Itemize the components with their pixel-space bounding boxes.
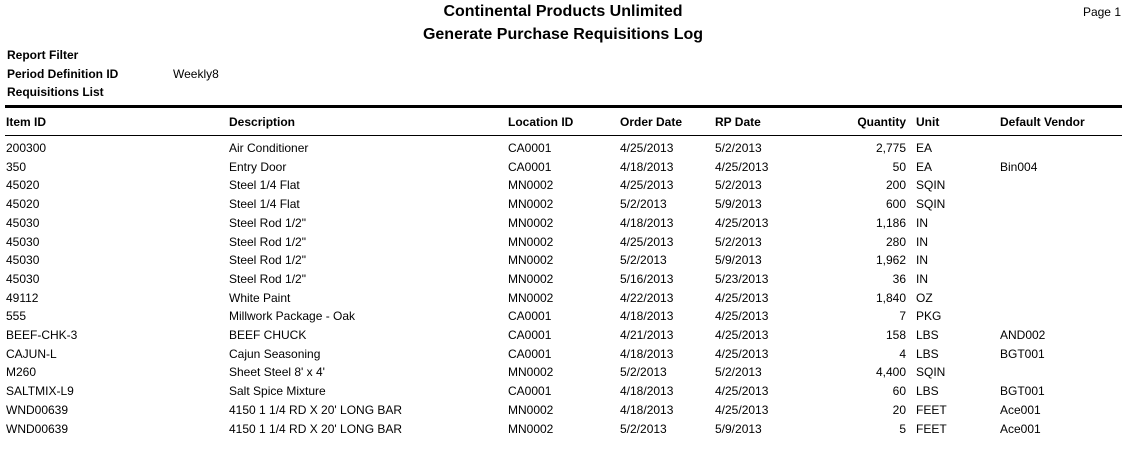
cell-item-id: 45030 [6, 215, 40, 230]
cell-default-vendor: Ace001 [1000, 402, 1041, 417]
table-row [0, 328, 1126, 346]
cell-item-id: 45030 [6, 271, 40, 286]
cell-quantity: 158 [885, 328, 906, 342]
cell-description: 4150 1 1/4 RD X 20' LONG BAR [229, 402, 403, 417]
cell-location-id: MN0002 [508, 421, 554, 436]
cell-unit: IN [916, 234, 928, 249]
cell-quantity: 2,775 [875, 141, 906, 155]
cell-order-date: 4/25/2013 [620, 141, 674, 155]
cell-unit: SQIN [916, 197, 946, 212]
cell-location-id: MN0002 [508, 402, 554, 417]
cell-order-date: 4/18/2013 [620, 159, 674, 174]
table-row [0, 422, 1126, 440]
cell-unit: FEET [916, 421, 947, 436]
cell-order-date: 4/18/2013 [620, 402, 674, 417]
cell-quantity: 60 [892, 384, 906, 399]
table-row [0, 403, 1126, 421]
cell-item-id: CAJUN-L [6, 346, 57, 361]
cell-quantity: 1,186 [875, 215, 906, 230]
cell-description: Sheet Steel 8' x 4' [229, 365, 325, 380]
cell-item-id: M260 [6, 365, 37, 380]
cell-unit: IN [916, 215, 928, 230]
cell-unit: IN [916, 271, 928, 286]
col-rp-date: RP Date [715, 115, 761, 129]
cell-unit: SQIN [916, 365, 946, 380]
table-row [0, 253, 1126, 271]
cell-unit: LBS [916, 346, 939, 361]
cell-unit: FEET [916, 402, 947, 417]
cell-rp-date: 5/9/2013 [715, 421, 762, 436]
cell-order-date: 4/25/2013 [620, 178, 674, 193]
col-quantity: Quantity [857, 115, 906, 129]
cell-item-id: BEEF-CHK-3 [6, 328, 78, 342]
cell-location-id: MN0002 [508, 290, 554, 305]
cell-rp-date: 5/2/2013 [715, 178, 762, 193]
cell-description: Cajun Seasoning [229, 346, 321, 361]
cell-location-id: MN0002 [508, 365, 554, 380]
cell-rp-date: 4/25/2013 [715, 159, 769, 174]
cell-unit: PKG [916, 309, 942, 324]
report-title: Generate Purchase Requisitions Log [422, 26, 704, 43]
table-row [0, 216, 1126, 234]
cell-location-id: CA0001 [508, 346, 552, 361]
cell-description: Steel Rod 1/2" [229, 271, 306, 286]
cell-item-id: 350 [6, 159, 27, 174]
cell-order-date: 4/21/2013 [620, 328, 674, 342]
cell-quantity: 50 [892, 159, 906, 174]
cell-rp-date: 4/25/2013 [715, 384, 769, 399]
cell-default-vendor: Ace001 [1000, 421, 1041, 436]
cell-description: 4150 1 1/4 RD X 20' LONG BAR [229, 421, 403, 436]
cell-rp-date: 4/25/2013 [715, 309, 769, 324]
cell-order-date: 5/2/2013 [620, 197, 667, 212]
cell-quantity: 1,962 [875, 253, 906, 268]
cell-default-vendor: AND002 [1000, 328, 1046, 342]
header-rule-thick [5, 105, 1122, 108]
cell-description: Entry Door [229, 159, 287, 174]
table-row [0, 141, 1126, 159]
cell-location-id: MN0002 [508, 234, 554, 249]
cell-quantity: 7 [899, 309, 906, 324]
cell-unit: SQIN [916, 178, 946, 193]
cell-order-date: 5/2/2013 [620, 253, 667, 268]
cell-location-id: MN0002 [508, 271, 554, 286]
cell-order-date: 5/16/2013 [620, 271, 674, 286]
cell-order-date: 4/22/2013 [620, 290, 674, 305]
cell-order-date: 5/2/2013 [620, 421, 667, 436]
cell-quantity: 4,400 [875, 365, 906, 380]
period-definition-label: Period Definition ID [7, 67, 119, 81]
cell-unit: EA [916, 141, 933, 155]
cell-item-id: 45020 [6, 197, 40, 212]
cell-rp-date: 4/25/2013 [715, 215, 769, 230]
cell-item-id: WND00639 [6, 421, 69, 436]
table-row [0, 178, 1126, 196]
cell-location-id: CA0001 [508, 309, 552, 324]
cell-order-date: 4/25/2013 [620, 234, 674, 249]
cell-item-id: 49112 [6, 290, 39, 305]
cell-order-date: 5/2/2013 [620, 365, 667, 380]
table-row [0, 291, 1126, 309]
table-row [0, 197, 1126, 215]
cell-description: BEEF CHUCK [229, 328, 307, 342]
table-row [0, 160, 1126, 178]
cell-unit: LBS [916, 328, 939, 342]
cell-item-id: 45030 [6, 253, 40, 268]
header-rule-thin [5, 135, 1122, 136]
cell-default-vendor: BGT001 [1000, 384, 1045, 399]
cell-order-date: 4/18/2013 [620, 309, 674, 324]
cell-description: Steel 1/4 Flat [229, 178, 300, 193]
cell-unit: EA [916, 159, 933, 174]
cell-rp-date: 4/25/2013 [715, 328, 769, 342]
cell-description: Steel Rod 1/2" [229, 234, 306, 249]
cell-rp-date: 5/2/2013 [715, 141, 762, 155]
cell-default-vendor: BGT001 [1000, 346, 1045, 361]
company-name: Continental Products Unlimited [443, 3, 683, 20]
col-unit: Unit [916, 115, 940, 129]
col-order-date: Order Date [620, 115, 683, 129]
cell-unit: LBS [916, 384, 939, 399]
cell-quantity: 20 [892, 402, 906, 417]
col-item-id: Item ID [6, 115, 47, 129]
cell-description: Steel 1/4 Flat [229, 197, 300, 212]
col-default-vendor: Default Vendor [1000, 115, 1085, 129]
page-number: Page 1 [1082, 5, 1121, 19]
cell-item-id: 555 [6, 309, 27, 324]
cell-item-id: WND00639 [6, 402, 69, 417]
period-definition-value: Weekly8 [173, 67, 219, 81]
cell-location-id: MN0002 [508, 197, 554, 212]
cell-quantity: 280 [885, 234, 906, 249]
cell-description: Steel Rod 1/2" [229, 253, 306, 268]
cell-description: Steel Rod 1/2" [229, 215, 306, 230]
cell-description: White Paint [229, 290, 291, 305]
cell-rp-date: 5/2/2013 [715, 234, 762, 249]
cell-order-date: 4/18/2013 [620, 346, 674, 361]
cell-rp-date: 5/2/2013 [715, 365, 762, 380]
cell-rp-date: 4/25/2013 [715, 402, 769, 417]
cell-quantity: 4 [899, 346, 906, 361]
cell-quantity: 1,840 [875, 290, 906, 305]
table-row [0, 365, 1126, 383]
table-row [0, 235, 1126, 253]
cell-rp-date: 4/25/2013 [715, 290, 769, 305]
requisitions-list-heading: Requisitions List [7, 85, 104, 99]
cell-location-id: CA0001 [508, 159, 552, 174]
cell-order-date: 4/18/2013 [620, 215, 674, 230]
cell-quantity: 600 [885, 197, 906, 212]
cell-item-id: 200300 [6, 141, 47, 155]
cell-description: Salt Spice Mixture [229, 384, 326, 399]
cell-rp-date: 5/9/2013 [715, 253, 762, 268]
report-filter-heading: Report Filter [7, 48, 79, 62]
cell-default-vendor: Bin004 [1000, 159, 1038, 174]
cell-location-id: CA0001 [508, 141, 552, 155]
cell-location-id: MN0002 [508, 215, 554, 230]
table-row [0, 309, 1126, 327]
cell-description: Millwork Package - Oak [229, 309, 356, 324]
cell-location-id: MN0002 [508, 253, 554, 268]
cell-unit: OZ [916, 290, 933, 305]
cell-location-id: CA0001 [508, 384, 552, 399]
cell-item-id: SALTMIX-L9 [6, 384, 74, 399]
cell-item-id: 45030 [6, 234, 40, 249]
cell-rp-date: 5/9/2013 [715, 197, 762, 212]
cell-rp-date: 4/25/2013 [715, 346, 769, 361]
cell-location-id: MN0002 [508, 178, 554, 193]
cell-rp-date: 5/23/2013 [715, 271, 769, 286]
table-row [0, 272, 1126, 290]
cell-quantity: 5 [899, 421, 906, 436]
cell-location-id: CA0001 [508, 328, 552, 342]
cell-unit: IN [916, 253, 928, 268]
cell-item-id: 45020 [6, 178, 40, 193]
table-row [0, 347, 1126, 365]
cell-order-date: 4/18/2013 [620, 384, 674, 399]
table-row [0, 384, 1126, 402]
col-location-id: Location ID [508, 115, 574, 129]
cell-quantity: 36 [892, 271, 906, 286]
cell-description: Air Conditioner [229, 141, 309, 155]
cell-quantity: 200 [885, 178, 906, 193]
col-description: Description [229, 115, 296, 129]
